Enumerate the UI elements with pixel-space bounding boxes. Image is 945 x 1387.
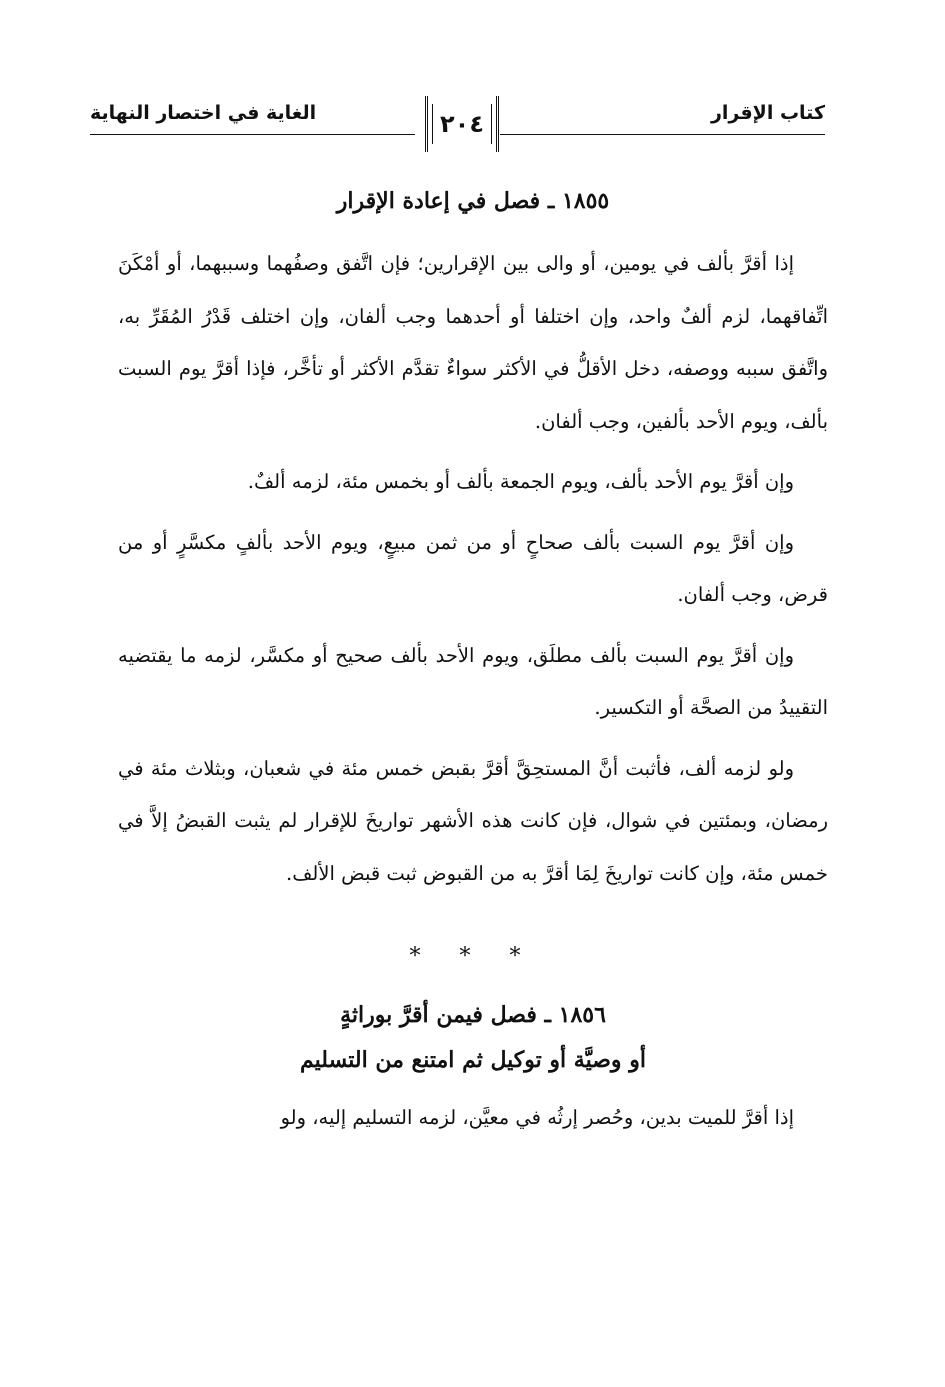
page-body (118, 180, 828, 1145)
section-separator: * * * (409, 944, 537, 969)
page-number: ٢٠٤ (425, 96, 499, 152)
paragraph: إذا أقرَّ بألف في يومين، أو والى بين الإقرارين؛ فإن اتَّفق وصفُهما وسببهما، أو أمْكَنَ اتِّفاقهما، لزم ألفٌ واحد، وإن اختلفا أو أحدهما وجب ألفان، وإن اختلف قَدْرُ المُقَرِّ به، واتَّفق سببه ووصفه، دخل الأقلُّ في الأكثر سواءٌ تقدَّم الأكثر أو تأخَّر، فإذا أقرَّ يوم السبت بألف، ويوم الأحد بألفين، وجب ألفان. (118, 252, 828, 433)
chapter-title: كتاب الإقرار (710, 102, 825, 124)
paragraph: وإن أقرَّ يوم الأحد بألف، ويوم الجمعة بألف أو بخمس مئة، لزمه ألفٌ. (247, 470, 794, 493)
header-rule-right (500, 134, 825, 135)
paragraph: إذا أقرَّ للميت بدين، وحُصر إرثُه في معيَّن، لزمه التسليم إليه، ولو (280, 1106, 794, 1129)
paragraph: وإن أقرَّ يوم السبت بألف صحاحٍ أو من ثمن مبيعٍ، ويوم الأحد بألفٍ مكسَّرٍ أو من قرض، وجب ألفان. (118, 530, 828, 606)
paragraph: وإن أقرَّ يوم السبت بألف مطلَق، ويوم الأحد بألف صحيح أو مكسَّر، لزمه ما يقتضيه التقييدُ من الصحَّة أو التكسير. (118, 643, 828, 719)
header-rule-left (90, 134, 415, 135)
book-title: الغاية في اختصار النهاية (90, 102, 317, 124)
paragraph: ولو لزمه ألف، فأثبت أنَّ المستحِقَّ أقرَّ بقبض خمس مئة في شعبان، وبثلاث مئة في رمضان، وبمئتين في شوال، فإن كانت هذه الأشهر تواريخَ للإقرار لم يثبت القبضُ إلاَّ في خمس مئة، وإن كانت تواريخَ لِمَا أقرَّ به من القبوض ثبت قبض الألف. (118, 756, 828, 885)
section-subheading-1856: أو وصيَّة أو توكيل ثم امتنع من التسليم (300, 1047, 646, 1073)
section-heading-1855: ١٨٥٥ ـ فصل في إعادة الإقرار (336, 188, 610, 214)
page-header (80, 96, 825, 156)
section-heading-1856: ١٨٥٦ ـ فصل فيمن أقرَّ بوراثةٍ (340, 1002, 606, 1028)
